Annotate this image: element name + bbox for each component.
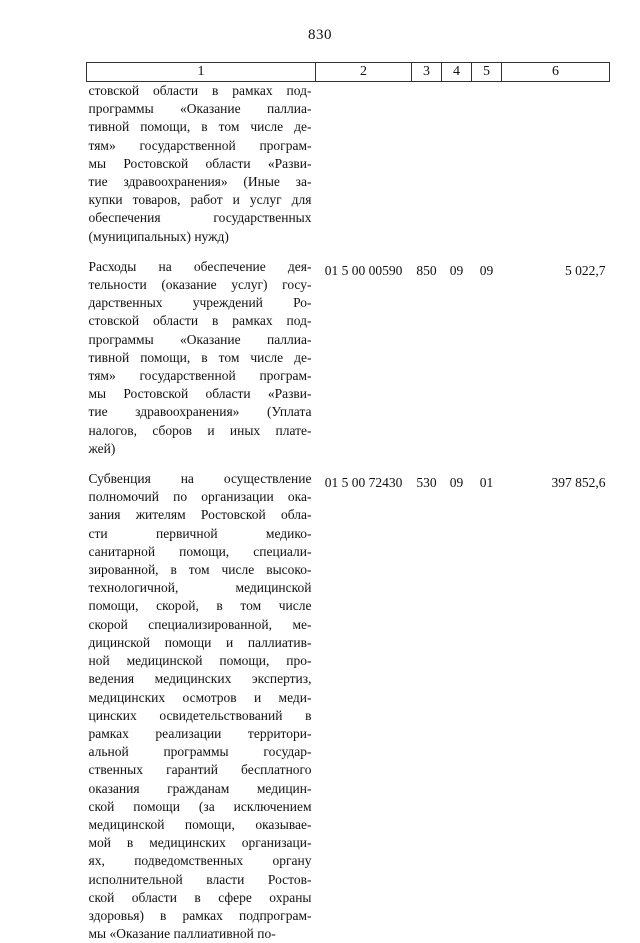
description-line: мы «Оказание паллиативной по- — [89, 925, 312, 943]
description-line: тям» государственной програм- — [89, 367, 312, 385]
amount-cell: 5 022,7 — [502, 258, 610, 458]
description-line: тям» государственной програм- — [89, 137, 312, 155]
description-line: Расходы на обеспечение дея- — [89, 258, 312, 276]
column-5-cell: 01 — [472, 470, 502, 943]
description-line: медицинских осмотров и меди- — [89, 689, 312, 707]
description-line: стовской области в рамках под- — [89, 312, 312, 330]
column-header-2: 2 — [316, 63, 412, 82]
table-header-row — [87, 63, 610, 82]
column-4-cell — [442, 82, 472, 246]
description-line: здоровья) в рамках подпрограм- — [89, 907, 312, 925]
description-line: тивной помощи, в том числе де- — [89, 118, 312, 136]
table-row — [87, 82, 610, 246]
row-spacer — [87, 458, 610, 470]
code-cell: 01 5 00 00590 — [316, 258, 412, 458]
description-line: ях, подведомственных органу — [89, 852, 312, 870]
description-line: (муниципальных) нужд) — [89, 228, 312, 246]
column-3-cell: 530 — [412, 470, 442, 943]
description-line: ной медицинской помощи, про- — [89, 652, 312, 670]
table-row — [87, 258, 610, 458]
description-line: тие здравоохранения» (Иные за- — [89, 173, 312, 191]
description-cell — [87, 470, 316, 943]
description-line: санитарной помощи, специали- — [89, 543, 312, 561]
description-line: обеспечения государственных — [89, 209, 312, 227]
column-header-5: 5 — [472, 63, 502, 82]
description-line: оказания гражданам медицин- — [89, 780, 312, 798]
column-4-cell: 09 — [442, 258, 472, 458]
description-line: программы «Оказание паллиа- — [89, 331, 312, 349]
description-line: медицинской помощи, оказывае- — [89, 816, 312, 834]
description-line: купки товаров, работ и услуг для — [89, 191, 312, 209]
description-line: помощи, скорой, в том числе — [89, 597, 312, 615]
description-line: полномочий по организации ока- — [89, 488, 312, 506]
column-5-cell — [472, 82, 502, 246]
description-line: ведения медицинских экспертиз, — [89, 670, 312, 688]
column-header-3: 3 — [412, 63, 442, 82]
table-row — [87, 470, 610, 943]
description-line: рамках реализации территори- — [89, 725, 312, 743]
description-line: зированной, в том числе высоко- — [89, 561, 312, 579]
description-line: сти первичной медико- — [89, 525, 312, 543]
amount-cell: 397 852,6 — [502, 470, 610, 943]
description-line: ской области в сфере охраны — [89, 889, 312, 907]
description-line: ственных гарантий бесплатного — [89, 761, 312, 779]
description-line: стовской области в рамках под- — [89, 82, 312, 100]
code-cell: 01 5 00 72430 — [316, 470, 412, 943]
description-line: дицинской помощи и паллиатив- — [89, 634, 312, 652]
description-line: Субвенция на осуществление — [89, 470, 312, 488]
code-cell — [316, 82, 412, 246]
page-number: 830 — [0, 27, 640, 44]
description-line: тие здравоохранения» (Уплата — [89, 403, 312, 421]
description-line: тивной помощи, в том числе де- — [89, 349, 312, 367]
description-line: скорой специализированной, ме- — [89, 616, 312, 634]
description-line: зания жителям Ростовской обла- — [89, 506, 312, 524]
description-line: дарственных учреждений Ро- — [89, 294, 312, 312]
description-line: жей) — [89, 440, 312, 458]
description-line: программы «Оказание паллиа- — [89, 100, 312, 118]
amount-cell — [502, 82, 610, 246]
description-line: цинских освидетельствований в — [89, 707, 312, 725]
description-line: мы Ростовской области «Разви- — [89, 385, 312, 403]
column-3-cell: 850 — [412, 258, 442, 458]
column-header-6: 6 — [502, 63, 610, 82]
description-line: налогов, сборов и иных плате- — [89, 422, 312, 440]
description-line: тельности (оказание услуг) госу- — [89, 276, 312, 294]
column-4-cell: 09 — [442, 470, 472, 943]
column-5-cell: 09 — [472, 258, 502, 458]
description-line: исполнительной власти Ростов- — [89, 871, 312, 889]
description-cell — [87, 82, 316, 246]
description-cell — [87, 258, 316, 458]
description-line: ской помощи (за исключением — [89, 798, 312, 816]
row-spacer-cell — [87, 458, 610, 470]
table-body — [87, 82, 610, 943]
row-spacer — [87, 246, 610, 258]
row-spacer-cell — [87, 246, 610, 258]
column-header-1: 1 — [87, 63, 316, 82]
column-header-4: 4 — [442, 63, 472, 82]
budget-table — [86, 62, 610, 943]
column-3-cell — [412, 82, 442, 246]
description-line: альной программы государ- — [89, 743, 312, 761]
description-line: технологичной, медицинской — [89, 579, 312, 597]
description-line: мы Ростовской области «Разви- — [89, 155, 312, 173]
description-line: мой в медицинских организаци- — [89, 834, 312, 852]
